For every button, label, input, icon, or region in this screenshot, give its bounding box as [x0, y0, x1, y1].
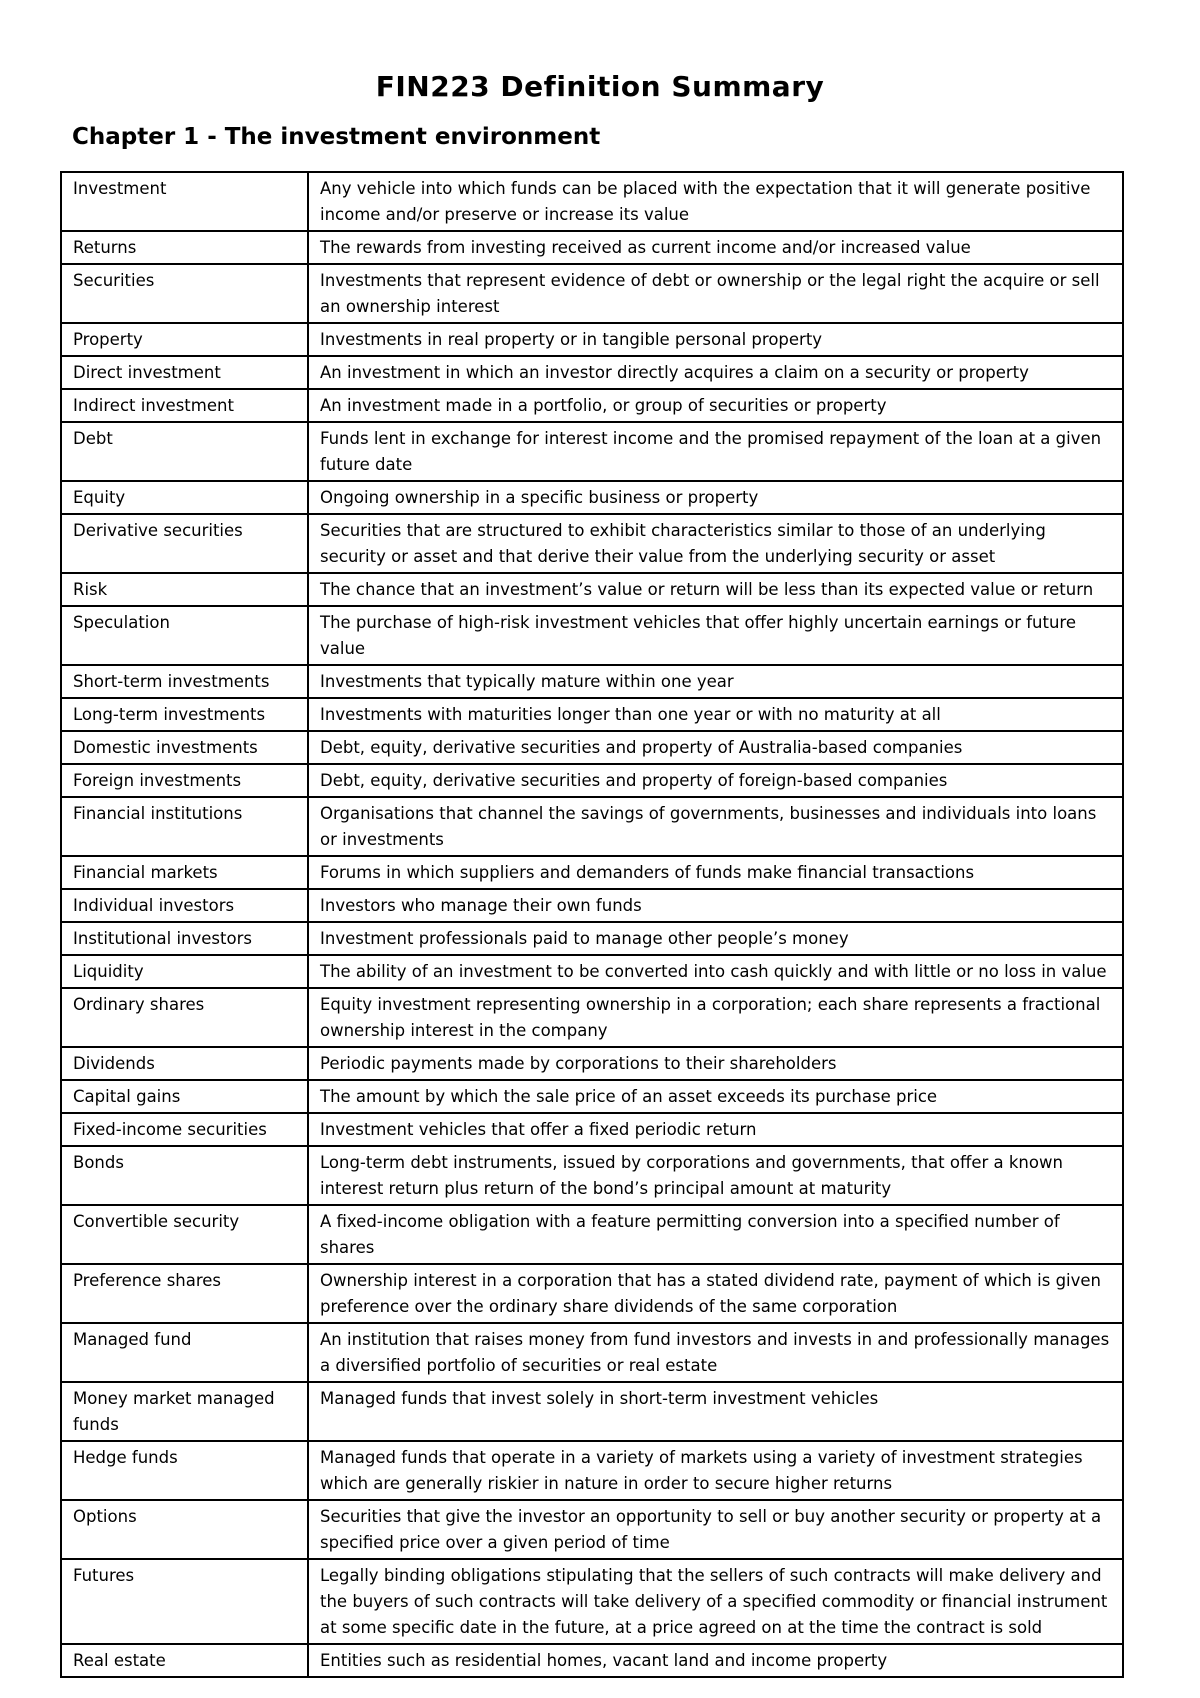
definition-cell: Investors who manage their own funds — [308, 889, 1123, 922]
table-row — [61, 1644, 1123, 1677]
table-row — [61, 665, 1123, 698]
definition-cell: The amount by which the sale price of an asset exceeds its purchase price — [308, 1080, 1123, 1113]
term-cell: Property — [61, 323, 308, 356]
term-cell: Dividends — [61, 1047, 308, 1080]
term-cell: Preference shares — [61, 1264, 308, 1323]
definition-cell: Legally binding obligations stipulating that the sellers of such contracts will make delivery and the buyers of such contracts will take delivery of a specified commodity or financial instrument at some specific date in the future, at a price agreed on at the time the contract is sold — [308, 1559, 1123, 1644]
definition-cell: The rewards from investing received as current income and/or increased value — [308, 231, 1123, 264]
table-row — [61, 389, 1123, 422]
table-row — [61, 1080, 1123, 1113]
table-row — [61, 1146, 1123, 1205]
table-row — [61, 856, 1123, 889]
definition-cell: Securities that are structured to exhibit characteristics similar to those of an underlying security or asset and that derive their value from the underlying security or asset — [308, 514, 1123, 573]
table-row — [61, 1113, 1123, 1146]
table-row — [61, 231, 1123, 264]
table-row — [61, 797, 1123, 856]
definition-cell: Any vehicle into which funds can be placed with the expectation that it will generate positive income and/or preserve or increase its value — [308, 172, 1123, 231]
term-cell: Capital gains — [61, 1080, 308, 1113]
definition-cell: An investment made in a portfolio, or group of securities or property — [308, 389, 1123, 422]
table-row — [61, 955, 1123, 988]
term-cell: Individual investors — [61, 889, 308, 922]
table-row — [61, 481, 1123, 514]
definition-cell: An institution that raises money from fund investors and invests in and professionally manages a diversified portfolio of securities or real estate — [308, 1323, 1123, 1382]
definition-cell: Debt, equity, derivative securities and property of Australia-based companies — [308, 731, 1123, 764]
definition-cell: Organisations that channel the savings of governments, businesses and individuals into loans or investments — [308, 797, 1123, 856]
definition-cell: Ongoing ownership in a specific business or property — [308, 481, 1123, 514]
table-row — [61, 514, 1123, 573]
definition-cell: Funds lent in exchange for interest income and the promised repayment of the loan at a given future date — [308, 422, 1123, 481]
term-cell: Options — [61, 1500, 308, 1559]
term-cell: Securities — [61, 264, 308, 323]
definition-cell: Ownership interest in a corporation that has a stated dividend rate, payment of which is given preference over the ordinary share dividends of the same corporation — [308, 1264, 1123, 1323]
table-row — [61, 172, 1123, 231]
definition-cell: Periodic payments made by corporations to their shareholders — [308, 1047, 1123, 1080]
term-cell: Financial markets — [61, 856, 308, 889]
definition-cell: The purchase of high-risk investment vehicles that offer highly uncertain earnings or future value — [308, 606, 1123, 665]
definitions-table — [60, 171, 1124, 1678]
definition-cell: The ability of an investment to be converted into cash quickly and with little or no loss in value — [308, 955, 1123, 988]
term-cell: Short-term investments — [61, 665, 308, 698]
term-cell: Liquidity — [61, 955, 308, 988]
definition-cell: Investments with maturities longer than one year or with no maturity at all — [308, 698, 1123, 731]
document-title: FIN223 Definition Summary — [375, 70, 825, 103]
definition-cell: Long-term debt instruments, issued by corporations and governments, that offer a known interest return plus return of the bond’s principal amount at maturity — [308, 1146, 1123, 1205]
table-row — [61, 1047, 1123, 1080]
definition-cell: The chance that an investment’s value or return will be less than its expected value or return — [308, 573, 1123, 606]
term-cell: Speculation — [61, 606, 308, 665]
term-cell: Financial institutions — [61, 797, 308, 856]
table-row — [61, 573, 1123, 606]
table-row — [61, 698, 1123, 731]
term-cell: Investment — [61, 172, 308, 231]
definition-cell: Equity investment representing ownership in a corporation; each share represents a fractional ownership interest in the company — [308, 988, 1123, 1047]
definition-cell: Investments that represent evidence of debt or ownership or the legal right the acquire or sell an ownership interest — [308, 264, 1123, 323]
table-row — [61, 1382, 1123, 1441]
definition-cell: Investments that typically mature within one year — [308, 665, 1123, 698]
term-cell: Institutional investors — [61, 922, 308, 955]
table-row — [61, 606, 1123, 665]
definition-cell: Investment professionals paid to manage other people’s money — [308, 922, 1123, 955]
table-row — [61, 356, 1123, 389]
table-row — [61, 731, 1123, 764]
definition-cell: Entities such as residential homes, vacant land and income property — [308, 1644, 1123, 1677]
table-row — [61, 889, 1123, 922]
term-cell: Equity — [61, 481, 308, 514]
term-cell: Indirect investment — [61, 389, 308, 422]
table-row — [61, 264, 1123, 323]
term-cell: Risk — [61, 573, 308, 606]
table-row — [61, 422, 1123, 481]
definition-cell: Managed funds that invest solely in short-term investment vehicles — [308, 1382, 1123, 1441]
term-cell: Bonds — [61, 1146, 308, 1205]
table-row — [61, 323, 1123, 356]
term-cell: Returns — [61, 231, 308, 264]
chapter-heading: Chapter 1 - The investment environment — [72, 124, 601, 150]
definition-cell: Investments in real property or in tangible personal property — [308, 323, 1123, 356]
definition-cell: Investment vehicles that offer a fixed periodic return — [308, 1113, 1123, 1146]
table-row — [61, 1205, 1123, 1264]
definition-cell: Debt, equity, derivative securities and property of foreign-based companies — [308, 764, 1123, 797]
term-cell: Money market managed funds — [61, 1382, 308, 1441]
term-cell: Real estate — [61, 1644, 308, 1677]
table-row — [61, 764, 1123, 797]
table-row — [61, 1441, 1123, 1500]
term-cell: Direct investment — [61, 356, 308, 389]
table-row — [61, 922, 1123, 955]
definition-cell: Forums in which suppliers and demanders of funds make financial transactions — [308, 856, 1123, 889]
table-row — [61, 1264, 1123, 1323]
term-cell: Long-term investments — [61, 698, 308, 731]
term-cell: Derivative securities — [61, 514, 308, 573]
term-cell: Convertible security — [61, 1205, 308, 1264]
definition-cell: An investment in which an investor directly acquires a claim on a security or property — [308, 356, 1123, 389]
term-cell: Futures — [61, 1559, 308, 1644]
term-cell: Domestic investments — [61, 731, 308, 764]
table-row — [61, 1500, 1123, 1559]
term-cell: Ordinary shares — [61, 988, 308, 1047]
definition-cell: A fixed-income obligation with a feature permitting conversion into a specified number of shares — [308, 1205, 1123, 1264]
definitions-table-body — [61, 172, 1123, 1677]
definition-cell: Securities that give the investor an opportunity to sell or buy another security or property at a specified price over a given period of time — [308, 1500, 1123, 1559]
table-row — [61, 1559, 1123, 1644]
term-cell: Debt — [61, 422, 308, 481]
term-cell: Managed fund — [61, 1323, 308, 1382]
definition-cell: Managed funds that operate in a variety of markets using a variety of investment strategies which are generally riskier in nature in order to secure higher returns — [308, 1441, 1123, 1500]
table-row — [61, 988, 1123, 1047]
table-row — [61, 1323, 1123, 1382]
term-cell: Hedge funds — [61, 1441, 308, 1500]
term-cell: Fixed-income securities — [61, 1113, 308, 1146]
term-cell: Foreign investments — [61, 764, 308, 797]
